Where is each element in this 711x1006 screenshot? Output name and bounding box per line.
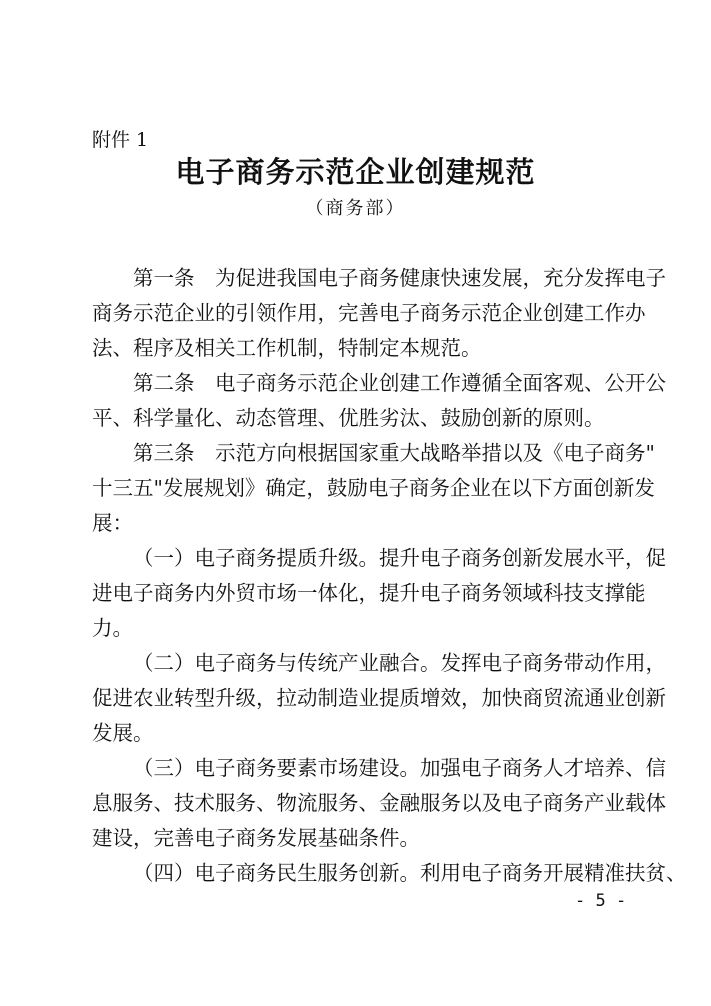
article-3-line-3: 展： <box>92 511 133 535</box>
article-2-line-2: 平、科学量化、动态管理、优胜劣汰、鼓励创新的原则。 <box>92 406 605 430</box>
item-3-line-1: （三）电子商务要素市场建设。加强电子商务人才培养、信 <box>133 756 666 780</box>
article-2-line-1: 第二条 电子商务示范企业创建工作遵循全面客观、公开公 <box>133 371 666 395</box>
attachment-label: 附件 1 <box>92 129 149 151</box>
page-number: - 5 - <box>575 891 627 911</box>
item-2-line-2: 促进农业转型升级，拉动制造业提质增效，加快商贸流通业创新 <box>92 686 666 710</box>
item-4-line-1: （四）电子商务民生服务创新。利用电子商务开展精准扶贫、 <box>133 861 687 885</box>
item-1-line-1: （一）电子商务提质升级。提升电子商务创新发展水平，促 <box>133 546 666 570</box>
item-3-line-2: 息服务、技术服务、物流服务、金融服务以及电子商务产业载体 <box>92 791 666 815</box>
article-1-line-2: 商务示范企业的引领作用，完善电子商务示范企业创建工作办 <box>92 301 646 325</box>
item-1-line-3: 力。 <box>92 616 133 640</box>
article-1-line-3: 法、程序及相关工作机制，特制定本规范。 <box>92 336 482 360</box>
document-title: 电子商务示范企业创建规范 <box>175 155 536 189</box>
item-1-line-2: 进电子商务内外贸市场一体化，提升电子商务领域科技支撑能 <box>92 581 646 605</box>
article-3-line-2: 十三五"发展规划》确定，鼓励电子商务企业在以下方面创新发 <box>92 476 655 500</box>
article-1-line-1: 第一条 为促进我国电子商务健康快速发展，充分发挥电子 <box>133 266 666 290</box>
item-3-line-3: 建设，完善电子商务发展基础条件。 <box>92 826 420 850</box>
item-2-line-3: 发展。 <box>92 721 154 745</box>
item-2-line-1: （二）电子商务与传统产业融合。发挥电子商务带动作用， <box>133 651 666 675</box>
article-3-line-1: 第三条 示范方向根据国家重大战略举措以及《电子商务" <box>133 441 655 465</box>
document-issuer: （商务部） <box>305 198 406 219</box>
